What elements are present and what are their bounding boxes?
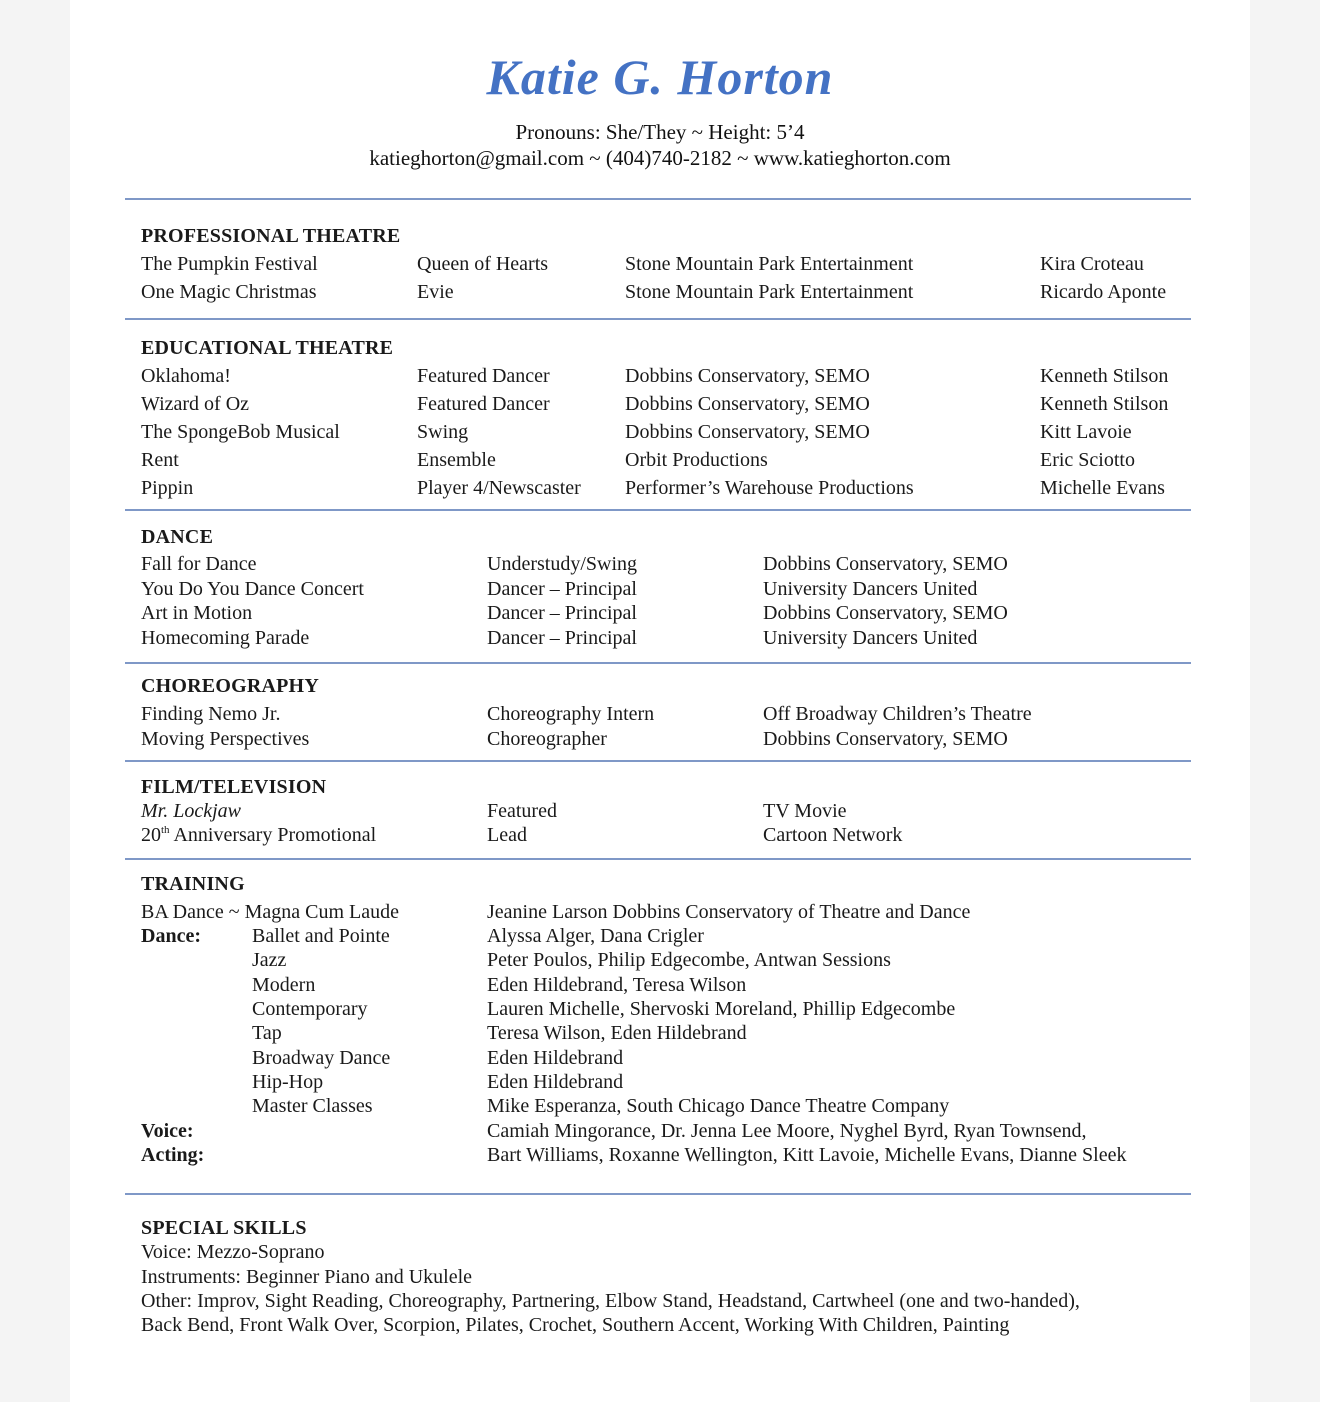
skill-line: Voice: Mezzo-Soprano [141,1241,325,1263]
dance-style: Jazz [252,949,287,972]
piece-title: Fall for Dance [141,553,257,575]
film-title: Mr. Lockjaw [141,800,241,822]
show-title: The Pumpkin Festival [141,253,318,275]
divider [125,318,1191,320]
contact-info: katieghorton@gmail.com ~ (404)740-2182 ~ www.katieghorton.com [369,146,951,170]
section-heading-professional: PROFESSIONAL THEATRE [141,225,401,247]
divider [125,858,1191,860]
show-title: Moving Perspectives [141,727,310,750]
role: Player 4/Newscaster [417,477,581,499]
role: Understudy/Swing [487,553,637,575]
role: Dancer – Principal [487,602,637,624]
role: Featured Dancer [417,365,550,387]
dance-style: Modern [252,973,316,996]
resume-name: Katie G. Horton [486,49,834,105]
company: Dobbins Conservatory, SEMO [763,553,1008,575]
show-title: Finding Nemo Jr. [141,703,281,725]
show-title: Pippin [141,477,194,499]
company: Orbit Productions [625,449,768,471]
film-company: Cartoon Network [763,824,903,846]
dance-style: Broadway Dance [252,1046,391,1069]
director: Kenneth Stilson [1040,393,1169,415]
director: Kitt Lavoie [1040,421,1132,443]
show-title: Rent [141,449,179,471]
teachers: Eden Hildebrand [487,1046,624,1069]
company: Performer’s Warehouse Productions [625,477,914,499]
section-heading-dance: DANCE [141,526,214,548]
company: Stone Mountain Park Entertainment [625,253,914,275]
company: Dobbins Conservatory, SEMO [625,421,870,443]
dance-style: Master Classes [252,1095,373,1118]
film-title: 20th Anniversary Promotional [141,824,377,846]
teachers: Peter Poulos, Philip Edgecombe, Antwan Sessions [487,949,891,972]
divider [125,662,1191,664]
voice-teachers: Camiah Mingorance, Dr. Jenna Lee Moore, Nyghel Byrd, Ryan Townsend, [487,1120,1087,1142]
divider [125,198,1191,200]
skill-line: Back Bend, Front Walk Over, Scorpion, Pilates, Crochet, Southern Accent, Working With Children, Painting [141,1314,1010,1336]
acting-label: Acting: [141,1144,205,1166]
section-heading-choreography: CHOREOGRAPHY [141,675,319,697]
section-heading-training: TRAINING [141,873,245,895]
role: Choreography Intern [487,703,655,725]
pronouns-height: Pronouns: She/They ~ Height: 5’4 [515,120,805,144]
show-title: The SpongeBob Musical [141,421,340,443]
role: Dancer – Principal [487,577,637,600]
role: Choreographer [487,727,607,750]
teachers: Lauren Michelle, Shervoski Moreland, Phillip Edgecombe [487,997,956,1020]
film-role: Featured [487,800,557,822]
role: Swing [417,421,469,443]
director: Eric Sciotto [1040,449,1135,471]
company: Stone Mountain Park Entertainment [625,281,914,303]
teachers: Eden Hildebrand [487,1070,624,1093]
company: Dobbins Conservatory, SEMO [625,365,870,387]
show-title: Oklahoma! [141,365,231,387]
company: Off Broadway Children’s Theatre [763,703,1032,725]
role: Dancer – Principal [487,626,637,649]
director: Michelle Evans [1040,477,1165,499]
company: Dobbins Conservatory, SEMO [625,393,870,415]
company: Dobbins Conservatory, SEMO [763,602,1008,624]
teachers: Teresa Wilson, Eden Hildebrand [487,1022,747,1045]
skill-line: Other: Improv, Sight Reading, Choreography, Partnering, Elbow Stand, Headstand, Cartwheel (one and two-handed), [141,1290,1080,1312]
role: Queen of Hearts [417,253,549,275]
dance-style: Ballet and Pointe [252,925,390,947]
director: Kenneth Stilson [1040,365,1169,387]
role: Ensemble [417,449,496,471]
degree: BA Dance ~ Magna Cum Laude [141,901,399,923]
teachers: Alyssa Alger, Dana Crigler [487,925,704,947]
role: Evie [417,281,454,303]
film-company: TV Movie [763,800,847,822]
director: Ricardo Aponte [1040,281,1167,303]
divider [125,1193,1191,1195]
acting-teachers: Bart Williams, Roxanne Wellington, Kitt Lavoie, Michelle Evans, Dianne Sleek [487,1144,1127,1166]
show-title: Wizard of Oz [141,393,250,415]
section-heading-educational: EDUCATIONAL THEATRE [141,337,394,359]
voice-label: Voice: [141,1120,194,1142]
degree-school: Jeanine Larson Dobbins Conservatory of Theatre and Dance [487,901,971,923]
section-heading-film: FILM/TELEVISION [141,776,327,798]
piece-title: Art in Motion [141,602,253,624]
dance-style: Hip-Hop [252,1070,324,1093]
resume-page [70,0,1250,1402]
dance-label: Dance: [141,925,201,947]
dance-style: Contemporary [252,997,368,1020]
teachers: Mike Esperanza, South Chicago Dance Theatre Company [487,1095,950,1118]
piece-title: You Do You Dance Concert [141,577,364,600]
divider [125,760,1191,762]
teachers: Eden Hildebrand, Teresa Wilson [487,973,747,996]
role: Featured Dancer [417,393,550,415]
film-role: Lead [487,824,527,846]
show-title: One Magic Christmas [141,281,317,303]
company: Dobbins Conservatory, SEMO [763,727,1008,750]
company: University Dancers United [763,577,978,600]
skill-line: Instruments: Beginner Piano and Ukulele [141,1266,473,1288]
director: Kira Croteau [1040,253,1144,275]
divider [125,509,1191,511]
company: University Dancers United [763,626,978,649]
piece-title: Homecoming Parade [141,626,310,649]
section-heading-skills: SPECIAL SKILLS [141,1217,307,1239]
dance-style: Tap [252,1022,282,1045]
